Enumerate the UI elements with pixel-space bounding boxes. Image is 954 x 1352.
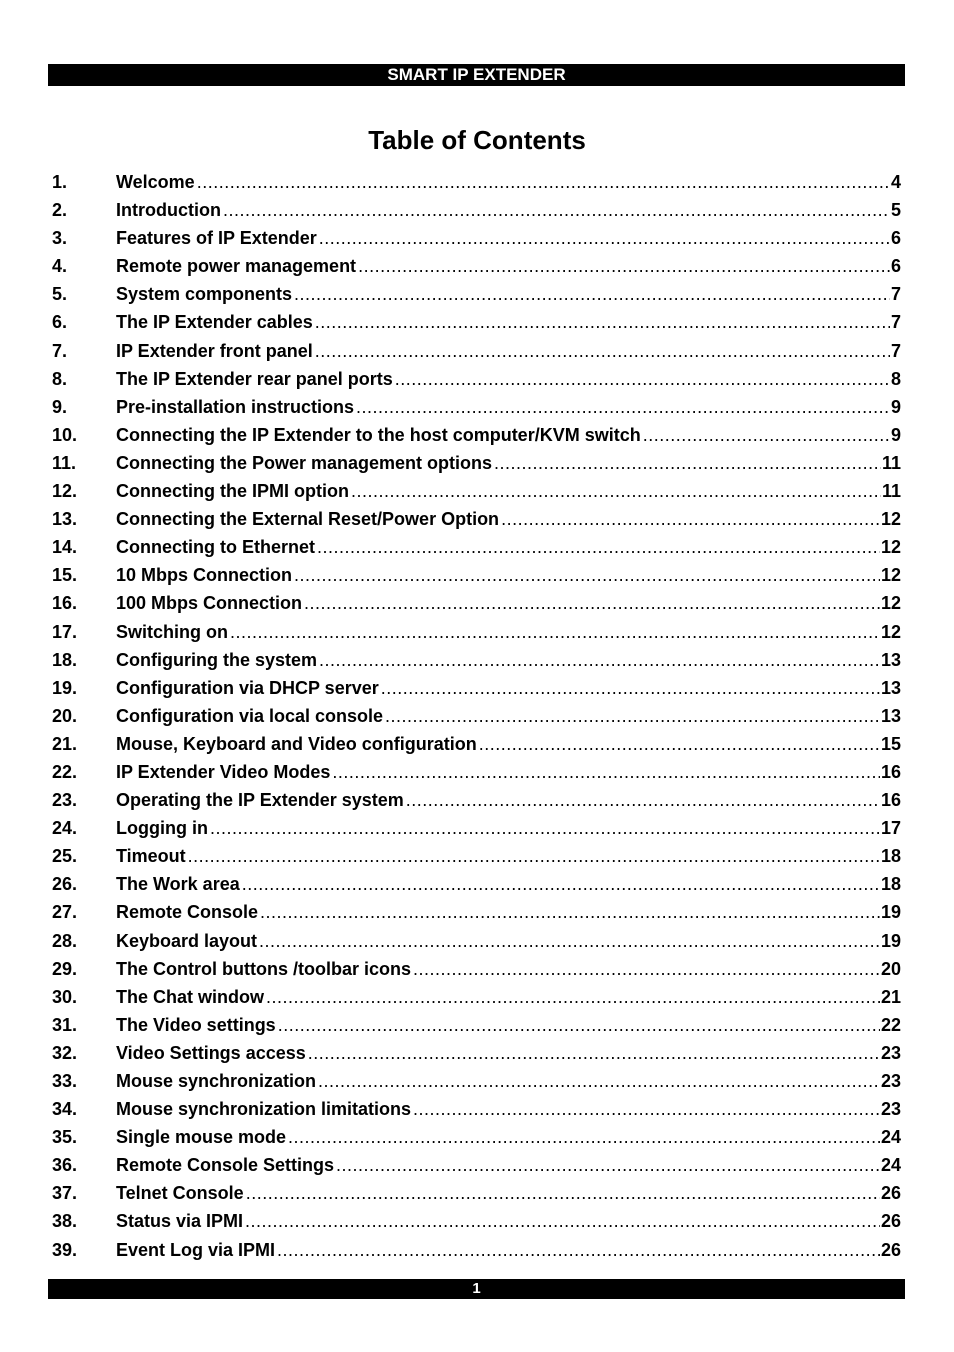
- toc-dot-leader: [308, 1039, 880, 1067]
- toc-entry[interactable]: [52, 870, 901, 898]
- toc-entry-title[interactable]: Remote Console Settings: [116, 1155, 335, 1176]
- toc-entry[interactable]: [52, 983, 901, 1011]
- toc-entry-page: 12: [880, 509, 901, 530]
- toc-entry-title[interactable]: Status via IPMI: [116, 1211, 244, 1232]
- toc-entry-title[interactable]: The Work area: [116, 874, 240, 895]
- toc-entry-number: 34.: [52, 1099, 78, 1120]
- toc-entry-number: 26.: [52, 874, 78, 895]
- toc-dot-leader: [319, 224, 890, 252]
- toc-entry[interactable]: [52, 1039, 901, 1067]
- toc-entry-number: 14.: [52, 537, 78, 558]
- toc-dot-leader: [479, 730, 880, 758]
- toc-entry-page: 12: [880, 565, 901, 586]
- toc-entry-number: 2.: [52, 200, 68, 221]
- toc-entry[interactable]: [52, 1095, 901, 1123]
- toc-entry-title[interactable]: Remote power management: [116, 256, 357, 277]
- toc-entry[interactable]: [52, 196, 901, 224]
- toc-dot-leader: [319, 646, 880, 674]
- toc-entry[interactable]: [52, 589, 901, 617]
- toc-dot-leader: [501, 505, 880, 533]
- toc-entry-page: 23: [880, 1042, 901, 1063]
- toc-entry-number: 15.: [52, 565, 78, 586]
- toc-entry-page: 20: [880, 958, 901, 979]
- toc-entry-number: 20.: [52, 705, 78, 726]
- toc-dot-leader: [315, 308, 890, 336]
- toc-entry-page: 6: [890, 256, 901, 277]
- toc-entry-page: 19: [880, 930, 901, 951]
- toc-dot-leader: [294, 280, 890, 308]
- toc-entry-title[interactable]: Mouse, Keyboard and Video configuration: [116, 733, 477, 754]
- toc-dot-leader: [266, 983, 880, 1011]
- toc-entry-number: 8.: [52, 368, 68, 389]
- toc-entry-number: 16.: [52, 593, 78, 614]
- toc-entry-number: 12.: [52, 481, 78, 502]
- toc-entry-number: 7.: [52, 340, 68, 361]
- toc-entry-page: 26: [880, 1183, 901, 1204]
- toc-dot-leader: [315, 337, 890, 365]
- toc-entry[interactable]: [52, 1236, 901, 1264]
- toc-entry-number: 11.: [52, 452, 77, 473]
- toc-entry-number: 19.: [52, 677, 78, 698]
- toc-entry[interactable]: [52, 477, 901, 505]
- toc-dot-leader: [288, 1123, 880, 1151]
- toc-entry-title[interactable]: Remote Console: [116, 902, 259, 923]
- toc-entry-number: 1.: [52, 172, 68, 192]
- toc-entry-page: 22: [880, 1014, 901, 1035]
- toc-dot-leader: [188, 842, 880, 870]
- toc-entry-number: 27.: [52, 902, 78, 923]
- toc-dot-leader: [381, 674, 880, 702]
- toc-entry-page: 13: [880, 677, 901, 698]
- toc-entry-page: 23: [880, 1071, 901, 1091]
- toc-entry[interactable]: [52, 561, 901, 589]
- toc-entry-number: 13.: [52, 509, 78, 530]
- toc-entry-title[interactable]: 10 Mbps Connection: [116, 565, 293, 586]
- toc-entry-title[interactable]: Single mouse mode: [116, 1127, 287, 1148]
- toc-entry-number: 4.: [52, 256, 68, 277]
- toc-dot-leader: [494, 449, 881, 477]
- toc-entry-title[interactable]: The Chat window: [116, 986, 264, 1007]
- toc-entry-page: 17: [880, 818, 901, 839]
- toc-entry[interactable]: [52, 786, 901, 814]
- toc-entry[interactable]: [52, 505, 901, 533]
- toc-dot-leader: [332, 758, 880, 786]
- toc-entry-title[interactable]: IP Extender Video Modes: [116, 761, 331, 782]
- toc-entry-page: 7: [890, 340, 901, 361]
- toc-entry-page: 18: [880, 874, 901, 895]
- toc-entry-number: 5.: [52, 284, 68, 305]
- toc-entry[interactable]: [52, 308, 901, 336]
- toc-entry[interactable]: [52, 1011, 901, 1039]
- toc-dot-leader: [223, 196, 890, 224]
- toc-entry-number: 21.: [52, 733, 78, 754]
- toc-entry-number: 30.: [52, 986, 78, 1007]
- toc-entry-title[interactable]: IP Extender front panel: [116, 340, 313, 361]
- toc-entry[interactable]: [52, 252, 901, 280]
- toc-entry-page: 23: [880, 1099, 901, 1120]
- toc-entry-page: 18: [880, 846, 901, 867]
- toc-entry-title[interactable]: The Control buttons /toolbar icons: [116, 958, 411, 979]
- toc-entry-page: 11: [881, 452, 901, 473]
- toc-entry-title[interactable]: Connecting to Ethernet: [116, 537, 315, 558]
- toc-entry-title[interactable]: Mouse synchronization: [116, 1071, 317, 1091]
- toc-entry[interactable]: [52, 758, 901, 786]
- toc-dot-leader: [304, 589, 880, 617]
- toc-entry-title[interactable]: Configuring the system: [116, 649, 318, 670]
- toc-entry[interactable]: [52, 449, 901, 477]
- toc-dot-leader: [210, 814, 880, 842]
- toc-entry-number: 22.: [52, 761, 78, 782]
- header-title: SMART IP EXTENDER: [387, 65, 566, 84]
- toc-entry[interactable]: [52, 168, 901, 196]
- toc-entry-number: 29.: [52, 958, 78, 979]
- footer-bar: [48, 1279, 905, 1299]
- toc-entry-title[interactable]: Configuration via local console: [116, 705, 384, 726]
- toc-entry-title[interactable]: Connecting the IP Extender to the host computer/KVM switch: [116, 424, 641, 445]
- toc-entry[interactable]: [52, 1179, 901, 1207]
- toc-entry-page: 19: [880, 902, 901, 923]
- toc-entry-title[interactable]: Switching on: [116, 621, 228, 642]
- toc-dot-leader: [294, 561, 880, 589]
- toc-entry-title[interactable]: Connecting the IPMI option: [116, 481, 349, 502]
- toc-dot-leader: [643, 421, 890, 449]
- toc-entry[interactable]: [52, 1151, 901, 1179]
- toc-entry-page: 26: [880, 1239, 901, 1260]
- toc-entry-page: 8: [890, 368, 901, 389]
- toc-entry-number: 32.: [52, 1042, 78, 1063]
- toc-entry-title[interactable]: System components: [116, 284, 293, 305]
- toc-entry-title[interactable]: Welcome: [116, 172, 195, 192]
- toc-entry-number: 25.: [52, 846, 78, 867]
- toc-entry[interactable]: [52, 1123, 901, 1151]
- toc-entry-number: 31.: [52, 1014, 78, 1035]
- toc-dot-leader: [242, 870, 880, 898]
- toc-entry-title[interactable]: Connecting the Power management options: [116, 452, 493, 473]
- toc-entry-number: 39.: [52, 1239, 78, 1260]
- toc-entry[interactable]: [52, 730, 901, 758]
- toc-dot-leader: [356, 393, 890, 421]
- toc-entry-title[interactable]: Telnet Console: [116, 1183, 244, 1204]
- toc-dot-leader: [246, 1179, 880, 1207]
- toc-dot-leader: [318, 1067, 880, 1095]
- toc-entry[interactable]: [52, 337, 901, 365]
- toc-entry-number: 10.: [52, 424, 78, 445]
- toc-entry-page: 9: [890, 396, 901, 417]
- toc-dot-leader: [278, 1011, 880, 1039]
- toc-entry[interactable]: [52, 1207, 901, 1235]
- toc-entry-title[interactable]: The IP Extender cables: [116, 312, 313, 333]
- toc-dot-leader: [197, 168, 890, 196]
- toc-dot-leader: [260, 898, 880, 926]
- toc-dot-leader: [245, 1207, 880, 1235]
- toc-entry-number: 24.: [52, 818, 78, 839]
- toc-entry[interactable]: [52, 814, 901, 842]
- toc-entry-page: 24: [880, 1127, 901, 1148]
- toc-entry-page: 12: [880, 621, 901, 642]
- toc-entry-number: 9.: [52, 396, 68, 417]
- toc-entry[interactable]: [52, 365, 901, 393]
- toc-entry-page: 15: [880, 733, 901, 754]
- toc-entry-number: 33.: [52, 1071, 78, 1091]
- toc-entry-title[interactable]: Video Settings access: [116, 1042, 306, 1063]
- toc-entry-number: 17.: [52, 621, 78, 642]
- toc-entry-page: 12: [880, 593, 901, 614]
- toc-entry-title[interactable]: Keyboard layout: [116, 930, 258, 951]
- toc-entry-title[interactable]: The Video settings: [116, 1014, 276, 1035]
- header-bar: [48, 64, 905, 86]
- toc-entry-title[interactable]: Timeout: [116, 846, 186, 867]
- toc-entry-title[interactable]: Logging in: [116, 818, 208, 839]
- toc-entry[interactable]: [52, 927, 901, 955]
- toc-entry[interactable]: [52, 224, 901, 252]
- toc-entry-page: 24: [880, 1155, 901, 1176]
- toc-dot-leader: [230, 618, 880, 646]
- toc-entry-number: 18.: [52, 649, 78, 670]
- toc-entry[interactable]: [52, 955, 901, 983]
- toc-entry-title[interactable]: The IP Extender rear panel ports: [116, 368, 393, 389]
- toc-dot-leader: [358, 252, 890, 280]
- toc-entry-title[interactable]: 100 Mbps Connection: [116, 593, 303, 614]
- toc-entry[interactable]: [52, 533, 901, 561]
- toc-entry-number: 6.: [52, 312, 68, 333]
- toc-entry-page: 13: [880, 705, 901, 726]
- toc-entry[interactable]: [52, 280, 901, 308]
- toc-dot-leader: [406, 786, 880, 814]
- toc-dot-leader: [395, 365, 890, 393]
- toc-entry-title[interactable]: Configuration via DHCP server: [116, 677, 379, 698]
- footer-page-number: 1: [472, 1280, 481, 1297]
- toc-entry-page: 16: [880, 790, 901, 811]
- toc-entry[interactable]: [52, 674, 901, 702]
- toc-entry[interactable]: [52, 421, 901, 449]
- toc-entry-title[interactable]: Introduction: [116, 200, 221, 221]
- toc-entry-title[interactable]: Mouse synchronization limitations: [116, 1099, 412, 1120]
- toc-entry-title[interactable]: Event Log via IPMI: [116, 1239, 276, 1260]
- toc-dot-leader: [277, 1236, 880, 1264]
- table-of-contents: [52, 168, 901, 1264]
- toc-entry-title[interactable]: Operating the IP Extender system: [116, 790, 404, 811]
- toc-entry[interactable]: [52, 1067, 901, 1095]
- toc-entry-page: 21: [880, 986, 901, 1007]
- toc-entry-page: 7: [890, 284, 901, 305]
- toc-entry[interactable]: [52, 393, 901, 421]
- toc-entry[interactable]: [52, 702, 901, 730]
- toc-entry-page: 11: [881, 481, 901, 502]
- toc-dot-leader: [385, 702, 880, 730]
- toc-entry-number: 37.: [52, 1183, 78, 1204]
- toc-dot-leader: [317, 533, 880, 561]
- page-title: Table of Contents: [368, 125, 586, 155]
- toc-entry-title[interactable]: Features of IP Extender: [116, 228, 317, 249]
- toc-entry-number: 28.: [52, 930, 78, 951]
- toc-entry-page: 6: [890, 228, 901, 249]
- toc-dot-leader: [413, 955, 880, 983]
- toc-entry[interactable]: [52, 842, 901, 870]
- toc-entry-number: 36.: [52, 1155, 78, 1176]
- toc-entry[interactable]: [52, 898, 901, 926]
- toc-entry-page: 16: [880, 761, 901, 782]
- toc-entry-number: 23.: [52, 790, 78, 811]
- toc-entry-page: 7: [890, 312, 901, 333]
- toc-entry-page: 5: [890, 200, 901, 221]
- toc-entry-title[interactable]: Pre-installation instructions: [116, 396, 355, 417]
- toc-entry-page: 9: [890, 424, 901, 445]
- toc-entry[interactable]: [52, 618, 901, 646]
- toc-entry-page: 13: [880, 649, 901, 670]
- toc-entry-title[interactable]: Connecting the External Reset/Power Option: [116, 509, 500, 530]
- toc-entry-number: 38.: [52, 1211, 78, 1232]
- toc-entry-number: 35.: [52, 1127, 78, 1148]
- toc-entry-page: 12: [880, 537, 901, 558]
- toc-entry-number: 3.: [52, 228, 68, 249]
- toc-dot-leader: [413, 1095, 880, 1123]
- toc-dot-leader: [336, 1151, 880, 1179]
- toc-entry-page: 26: [880, 1211, 901, 1232]
- toc-entry-page: 4: [890, 172, 901, 192]
- toc-dot-leader: [351, 477, 881, 505]
- toc-entry[interactable]: [52, 646, 901, 674]
- toc-dot-leader: [259, 927, 880, 955]
